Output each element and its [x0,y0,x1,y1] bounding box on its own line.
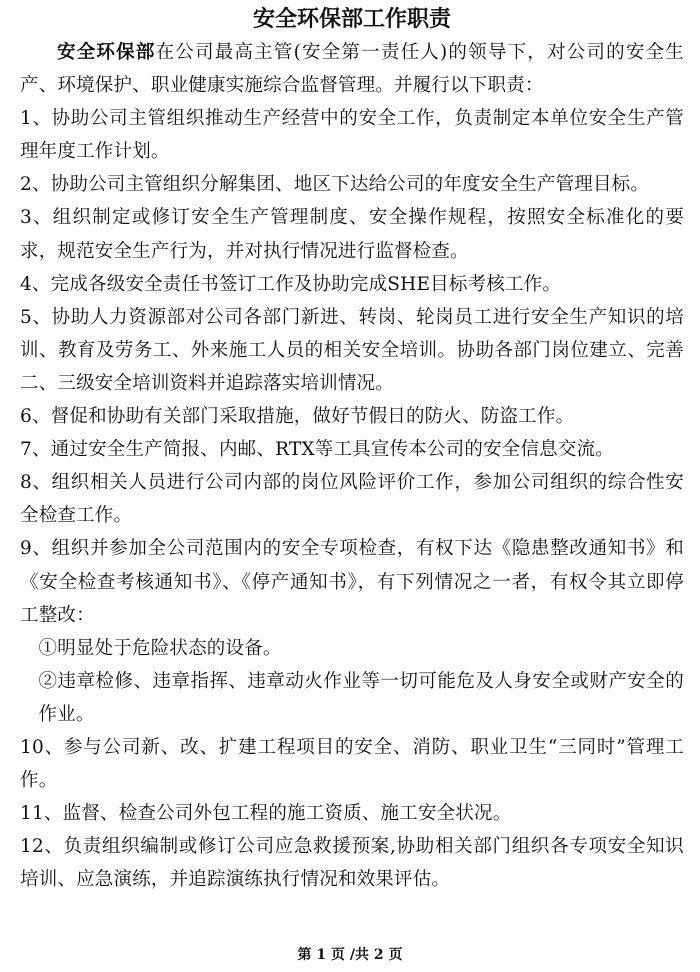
duty-item-12: 12、负责组织编制或修订公司应急救援预案,协助相关部门组织各专项安全知识培训、应急演练，并追踪演练执行情况和效果评估。 [20,836,684,891]
duty-item-8: 8、组织相关人员进行公司内部的岗位风险评价工作，参加公司组织的综合性安全检查工作。 [20,472,684,527]
duty-item-9: 9、组织并参加全公司范围内的安全专项检查，有权下达《隐患整改通知书》和《安全检查考核通知书》、《停产通知书》，有下列情况之一者，有权令其立即停工整改： [20,538,684,626]
duty-item-7: 7、通过安全生产简报、内邮、RTX等工具宣传本公司的安全信息交流。 [20,439,614,461]
duty-item-6: 6、督促和协助有关部门采取措施，做好节假日的防火、防盗工作。 [20,406,575,428]
duty-sub-item-1: ①明显处于危险状态的设备。 [38,637,282,659]
duty-item-10: 10、参与公司新、改、扩建工程项目的安全、消防、职业卫生“三同时”管理工作。 [20,736,684,792]
department-name: 安全环保部 [57,42,156,63]
duty-sub-item-2: ②违章检修、违章指挥、违章动火作业等一切可能危及人身安全或财产安全的作业。 [38,670,684,725]
page-number-footer: 第 1 页 /共 2 页 [297,947,403,963]
duty-item-4: 4、完成各级安全责任书签订工作及协助完成SHE目标考核工作。 [20,273,562,295]
intro-paragraph [20,36,684,102]
duty-item-11: 11、监督、检查公司外包工程的施工资质、施工安全状况。 [20,803,512,825]
duty-item-2: 2、协助公司主管组织分解集团、地区下达给公司的年度安全生产管理目标。 [20,174,650,196]
document-title: 安全环保部工作职责 [252,7,451,32]
duty-item-5: 5、协助人力资源部对公司各部门新进、转岗、轮岗员工进行安全生产知识的培训、教育及劳务工、外来施工人员的相关安全培训。协助各部门岗位建立、完善二、三级安全培训资料并追踪落实培训情况。 [20,306,684,394]
duty-item-1: 1、协助公司主管组织推动生产经营中的安全工作，负责制定本单位安全生产管理年度工作计划。 [20,108,684,163]
intro-text: 在公司最高主管(安全第一责任人)的领导下，对公司的安全生产、环境保护、职业健康实施综合监督管理。并履行以下职责： [20,42,684,97]
duty-item-3: 3、组织制定或修订安全生产管理制度、安全操作规程，按照安全标准化的要求，规范安全生产行为，并对执行情况进行监督检查。 [20,207,684,262]
document-body [20,36,684,896]
